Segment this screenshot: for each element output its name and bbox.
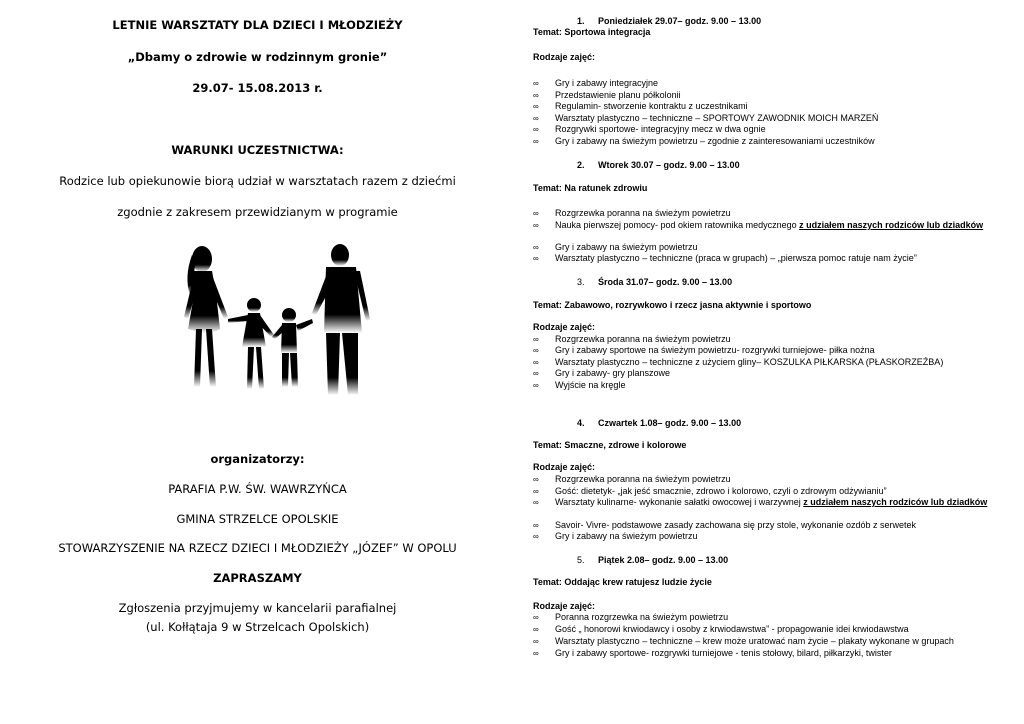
conditions-line-2: zgodnie z zakresem przewidzianym w programie	[117, 205, 398, 219]
activity-item	[555, 380, 1005, 391]
day-heading: Czwartek 1.08– godz. 9.00 – 13.00	[598, 418, 742, 428]
application-line-2: (ul. Kołłątaja 9 w Strzelcach Opolskich)	[145, 620, 370, 634]
activity-highlight: z udziałem naszych rodziców lub dziadków	[803, 497, 988, 507]
activity-item	[555, 474, 1005, 485]
activity-item	[555, 78, 1005, 89]
day-topic: Temat: Zabawowo, rozrywkowo i rzecz jasna aktywnie i sportowo	[533, 300, 812, 310]
bullet-icon: ∞	[533, 335, 539, 344]
bullet-icon: ∞	[533, 649, 539, 658]
activity-item	[555, 124, 1005, 135]
activity-item	[555, 624, 1005, 635]
bullet-icon: ∞	[533, 102, 539, 111]
bullet-icon: ∞	[533, 498, 539, 507]
bullet-icon: ∞	[533, 79, 539, 88]
activity-text: Rozgrzewka poranna na świeżym powietrzu	[555, 208, 731, 218]
activity-item	[555, 253, 1005, 264]
bullet-icon: ∞	[533, 114, 539, 123]
day-heading: Poniedziałek 29.07– godz. 9.00 – 13.00	[598, 16, 762, 26]
day-number: 5.	[577, 555, 585, 565]
bullet-icon: ∞	[533, 521, 539, 530]
family-silhouette-image	[170, 237, 395, 415]
activity-item	[555, 368, 1005, 379]
activity-item	[555, 220, 1005, 231]
bullet-icon: ∞	[533, 137, 539, 146]
organizers-heading: organizatorzy:	[210, 452, 305, 466]
bullet-icon: ∞	[533, 358, 539, 367]
day-number: 2.	[577, 160, 585, 170]
bullet-icon: ∞	[533, 487, 539, 496]
activity-item	[555, 357, 1005, 368]
bullet-icon: ∞	[533, 346, 539, 355]
activity-text: Warsztaty plastyczno – techniczne (praca w grupach) – „pierwsza pomoc ratuje nam życie”	[555, 253, 917, 263]
activity-text: Poranna rozgrzewka na świeżym powietrzu	[555, 612, 729, 622]
day-number: 4.	[577, 418, 585, 428]
bullet-icon: ∞	[533, 637, 539, 646]
activity-item	[555, 113, 1005, 124]
day-topic: Temat: Oddając krew ratujesz ludzie życie	[533, 577, 712, 587]
bullet-icon: ∞	[533, 475, 539, 484]
activity-item	[555, 345, 1005, 356]
day-heading: Wtorek 30.07 – godz. 9.00 – 13.00	[598, 160, 740, 170]
day-heading: Piątek 2.08– godz. 9.00 – 13.00	[598, 555, 729, 565]
activity-item	[555, 136, 1005, 147]
activity-text: Regulamin- stworzenie kontraktu z uczestnikami	[555, 101, 748, 111]
bullet-icon: ∞	[533, 243, 539, 252]
activity-item	[555, 242, 1005, 253]
activity-item	[555, 208, 1005, 219]
bullet-icon: ∞	[533, 625, 539, 634]
bullet-icon: ∞	[533, 532, 539, 541]
organizer-parish: PARAFIA P.W. ŚW. WAWRZYŃCA	[168, 482, 347, 496]
conditions-line-1: Rodzice lub opiekunowie biorą udział w warsztatach razem z dziećmi	[59, 174, 456, 188]
activity-text: Wyjście na kręgle	[555, 380, 626, 390]
activity-text: Gry i zabawy na świeżym powietrzu	[555, 242, 698, 252]
activity-text: Gry i zabawy na świeżym powietrzu	[555, 531, 698, 541]
bullet-icon: ∞	[533, 381, 539, 390]
bullet-icon: ∞	[533, 613, 539, 622]
activity-item	[555, 531, 1005, 542]
day-topic: Temat: Smaczne, zdrowe i kolorowe	[533, 440, 687, 450]
bullet-icon: ∞	[533, 125, 539, 134]
organizer-association: STOWARZYSZENIE NA RZECZ DZIECI I MŁODZIEŻY „JÓZEF” W OPOLU	[58, 541, 457, 555]
activity-text: Warsztaty kulinarne- wykonanie sałatki owocowej i warzywnej	[555, 497, 804, 507]
activities-label: Rodzaje zajęć:	[533, 322, 596, 332]
activity-text: Gry i zabawy sportowe na świeżym powietrzu- rozgrywki turniejowe- piłka nożna	[555, 345, 875, 355]
day-number: 1.	[577, 16, 585, 26]
activity-text: Warsztaty plastyczno – techniczne – krew może uratować nam życie – plakaty wykonane w grupach	[555, 636, 954, 646]
activities-label: Rodzaje zajęć:	[533, 462, 596, 472]
activity-text: Gry i zabawy- gry planszowe	[555, 368, 671, 378]
application-line-1: Zgłoszenia przyjmujemy w kancelarii parafialnej	[118, 601, 397, 615]
activity-item	[555, 612, 1005, 623]
activity-text: Gry i zabawy sportowe- rozgrywki turniejowe - tenis stołowy, bilard, piłkarzyki, twister	[555, 648, 892, 658]
activity-highlight: z udziałem naszych rodziców lub dziadków	[799, 220, 984, 230]
activity-text: Rozgrywki sportowe- integracyjny mecz w dwa ognie	[555, 124, 766, 134]
activity-text: Gry i zabawy na świeżym powietrzu – zgodnie z zainteresowaniami uczestników	[555, 136, 875, 146]
day-heading: Środa 31.07– godz. 9.00 – 13.00	[598, 277, 733, 287]
activity-text: Savoir- Vivre- podstawowe zasady zachowana się przy stole, wykonanie ozdób z serwetek	[555, 520, 917, 530]
activity-text: Gry i zabawy integracyjne	[555, 78, 659, 88]
activity-text: Warsztaty plastyczno – techniczne – SPORTOWY ZAWODNIK MOICH MARZEŃ	[555, 113, 879, 123]
bullet-icon: ∞	[533, 254, 539, 263]
activity-item	[555, 90, 1005, 101]
conditions-heading: WARUNKI UCZESTNICTWA:	[171, 143, 344, 157]
activity-item	[555, 520, 1005, 531]
activities-label: Rodzaje zajęć:	[533, 52, 596, 62]
day-number: 3.	[577, 277, 585, 287]
day-topic: Temat: Na ratunek zdrowiu	[533, 183, 648, 193]
activity-text: Przedstawienie planu półkolonii	[555, 90, 681, 100]
activity-text: Nauka pierwszej pomocy- pod okiem ratownika medycznego	[555, 220, 800, 230]
activity-text: Rozgrzewka poranna na świeżym powietrzu	[555, 334, 731, 344]
activity-item	[555, 497, 1005, 508]
workshop-dates: 29.07- 15.08.2013 r.	[192, 81, 323, 95]
bullet-icon: ∞	[533, 221, 539, 230]
invitation-text: ZAPRASZAMY	[213, 571, 302, 585]
activity-text: Gość „ honorowi krwiodawcy i osoby z krwiodawstwa” - propagowanie idei krwiodawstwa	[555, 624, 909, 634]
activity-text: Gość: dietetyk- „jak jeść smacznie, zdrowo i kolorowo, czyli o zdrowym odżywianiu”	[555, 486, 887, 496]
day-topic: Temat: Sportowa integracja	[533, 27, 651, 37]
bullet-icon: ∞	[533, 369, 539, 378]
activity-item	[555, 636, 1005, 647]
activity-item	[555, 486, 1005, 497]
activity-item	[555, 648, 1005, 659]
workshop-title: LETNIE WARSZTATY DLA DZIECI I MŁODZIEŻY	[112, 18, 403, 32]
workshop-subtitle: „Dbamy o zdrowie w rodzinnym gronie”	[127, 50, 388, 64]
activity-text: Warsztaty plastyczno – techniczne z użyciem gliny– KOSZULKA PIŁKARSKA (PŁASKORZEŹBA)	[555, 357, 944, 367]
bullet-icon: ∞	[533, 209, 539, 218]
activity-text: Rozgrzewka poranna na świeżym powietrzu	[555, 474, 731, 484]
activity-item	[555, 334, 1005, 345]
organizer-municipality: GMINA STRZELCE OPOLSKIE	[176, 512, 339, 526]
activity-item	[555, 101, 1005, 112]
activities-label: Rodzaje zajęć:	[533, 601, 596, 611]
bullet-icon: ∞	[533, 91, 539, 100]
